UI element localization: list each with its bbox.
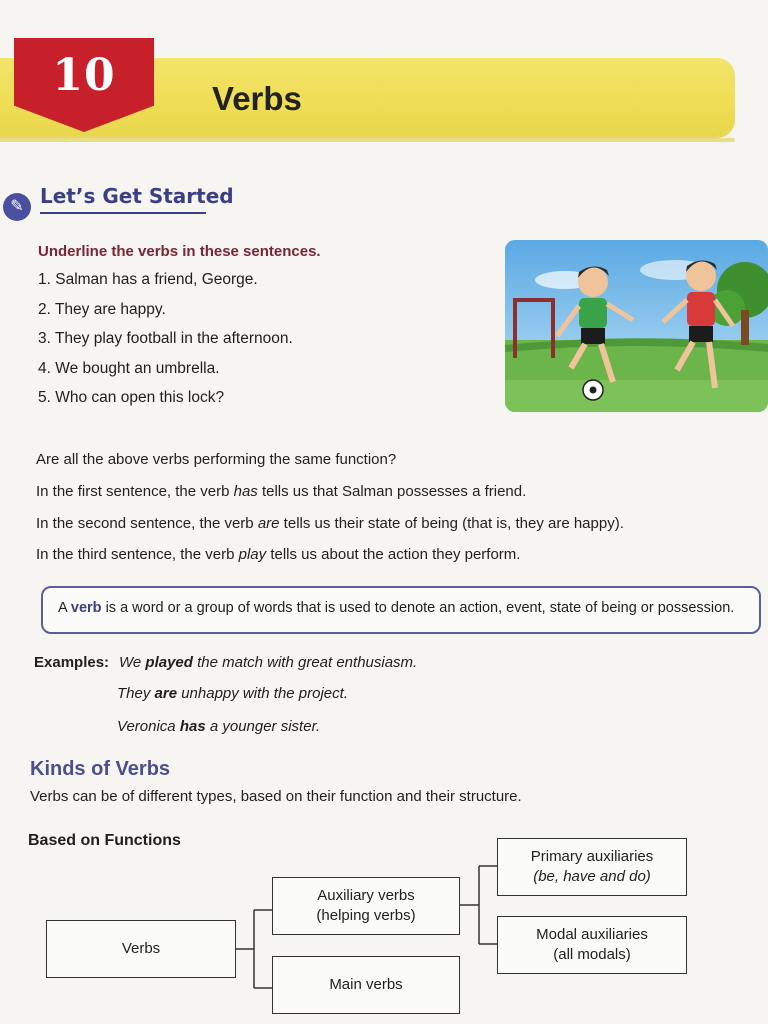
examples-label: Examples: — [34, 654, 110, 671]
verb-has: has — [233, 483, 258, 500]
explanation-question: Are all the above verbs performing the same function? — [36, 451, 397, 468]
verb-are: are — [257, 515, 280, 532]
list-item: 2. They are happy. — [38, 300, 166, 318]
pencil-icon: ✎ — [3, 193, 31, 221]
explanation-line-3: In the third sentence, the verb play tells us about the action they perform. — [36, 546, 521, 563]
list-item: 1. Salman has a friend, George. — [38, 271, 258, 288]
explanation-line-2: In the second sentence, the verb are tells us their state of being (that is, they are happy). — [36, 515, 624, 532]
explanation-line-1: In the first sentence, the verb has tells us that Salman possesses a friend. — [36, 483, 527, 500]
chapter-title: Verbs — [212, 80, 302, 117]
section-title-lets-get-started: Let’s Get Started — [40, 184, 234, 208]
list-item: 5. Who can open this lock? — [38, 389, 225, 406]
list-item: 4. We bought an umbrella. — [38, 359, 220, 377]
definition-term: verb — [70, 600, 102, 616]
tree-node-verbs: Verbs — [46, 920, 236, 978]
definition-text: A verb is a word or a group of words that is used to denote an action, event, state of being or possession. — [58, 600, 735, 616]
kinds-description: Verbs can be of different types, based on their function and their structure. — [30, 788, 522, 805]
verb-play: play — [238, 546, 267, 563]
example-3: Veronica has a younger sister. — [117, 718, 321, 735]
tree-node-main-verbs: Main verbs — [272, 956, 460, 1014]
chapter-number: 10 — [52, 50, 116, 101]
exercise-instruction: Underline the verbs in these sentences. — [38, 243, 321, 260]
tree-node-modal-auxiliaries: Modal auxiliaries (all modals) — [497, 916, 687, 974]
example-2: They are unhappy with the project. — [117, 685, 348, 702]
section-title-kinds-of-verbs: Kinds of Verbs — [30, 758, 171, 780]
tree-node-auxiliary-verbs: Auxiliary verbs (helping verbs) — [272, 877, 460, 935]
subheading-based-on-functions: Based on Functions — [28, 832, 181, 849]
example-1: We played the match with great enthusiasm. — [119, 654, 418, 671]
tree-node-primary-auxiliaries: Primary auxiliaries (be, have and do) — [497, 838, 687, 896]
list-item: 3. They play football in the afternoon. — [38, 330, 293, 347]
